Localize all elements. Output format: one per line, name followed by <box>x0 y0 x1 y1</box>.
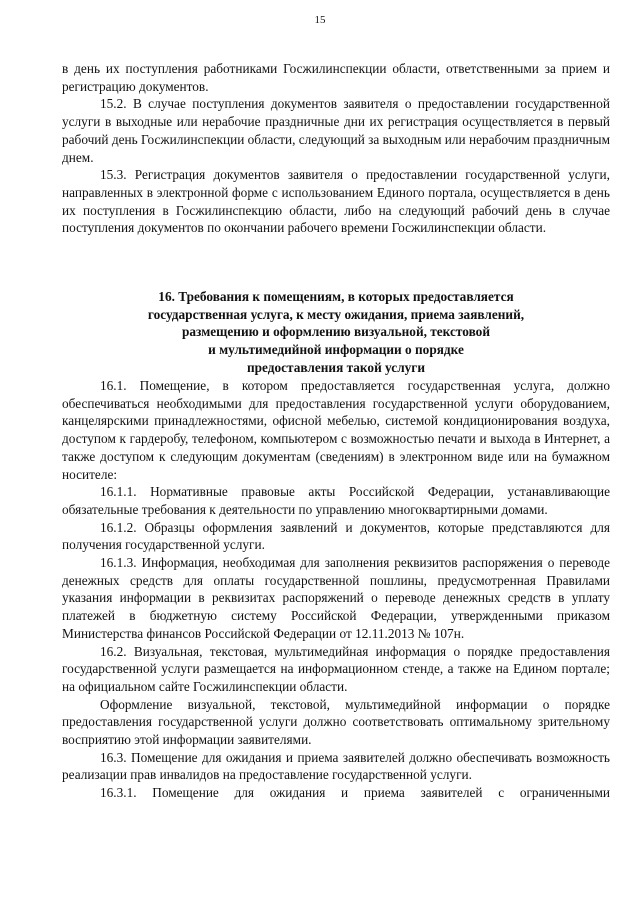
section-16-heading <box>62 288 610 377</box>
heading-line: размещению и оформлению визуальной, текстовой <box>182 324 490 340</box>
page-number: 15 <box>314 14 326 26</box>
paragraph-design-info: Оформление визуальной, текстовой, мультимедийной информации о порядке предоставления государственной услуги должно соответствовать оптимальному зрительному восприятию этой информации заявителями. <box>62 696 610 748</box>
paragraph-15-3: 15.3. Регистрация документов заявителя о предоставлении государственной услуги, направленных в электронной форме с использованием Единого портала, осуществляется в день их поступления в Госжилинспекцию области, либо на следующий рабочий день в случае поступления документов по окончании рабочего времени Госжилинспекции области. <box>62 167 610 236</box>
paragraph-continuation: в день их поступления работниками Госжилинспекции области, ответственными за прием и регистрацию документов. <box>62 61 610 94</box>
paragraph-15-2: 15.2. В случае поступления документов заявителя о предоставлении государственной услуги в выходные или нерабочие праздничные дни их регистрация осуществляется в первый рабочий день Госжилинспекции области, следующий за выходным или нерабочим праздничным днем. <box>62 96 611 165</box>
paragraph-16-2: 16.2. Визуальная, текстовая, мультимедийная информация о порядке предоставления государственной услуги размещается на информационном стенде, а также на Едином портале; на официальном сайте Госжилинспекции области. <box>62 643 610 694</box>
paragraph-16-1-2: 16.1.2. Образцы оформления заявлений и документов, которые представляются для получения государственной услуги. <box>62 519 610 553</box>
heading-line: предоставления такой услуги <box>246 359 426 375</box>
section-16-body <box>62 377 610 802</box>
paragraph-16-3: 16.3. Помещение для ожидания и приема заявителей должно обеспечивать возможность реализации прав инвалидов на предоставление государственной услуги. <box>62 749 610 783</box>
paragraph-16-3-1: 16.3.1. Помещение для ожидания и приема заявителей с ограниченными <box>100 785 610 801</box>
paragraph-16-1-3: 16.1.3. Информация, необходимая для заполнения реквизитов распоряжения о переводе денежных средств для оплаты государственной пошлины, предусмотренная Правилами указания информации в реквизитах распоряжений о переводе денежных средств в уплату платежей в бюджетную систему Российской Федерации, утвержденными приказом Министерства финансов Российской Федерации от 12.11.2013 № 107н. <box>62 555 610 641</box>
heading-line: и мультимедийной информации о порядке <box>208 342 464 358</box>
top-text-block <box>62 60 610 237</box>
heading-line: 16. Требования к помещениям, в которых предоставляется <box>158 289 514 304</box>
paragraph-16-1: 16.1. Помещение, в котором предоставляется государственная услуга, должно обеспечиваться необходимыми для предоставления государственной услуги оборудованием, канцелярскими принадлежностями, офисной мебелью, системой кондиционирования воздуха, доступом к гардеробу, телефоном, компьютером с возможностью печати и выхода в Интернет, а также доступом к следующим документам (сведениям) в электронном виде или на бумажном носителе: <box>62 378 610 482</box>
paragraph-16-1-1: 16.1.1. Нормативные правовые акты Российской Федерации, устанавливающие обязательные требования к деятельности по управлению многоквартирными домами. <box>62 484 610 517</box>
heading-line: государственная услуга, к месту ожидания, приема заявлений, <box>147 306 525 322</box>
